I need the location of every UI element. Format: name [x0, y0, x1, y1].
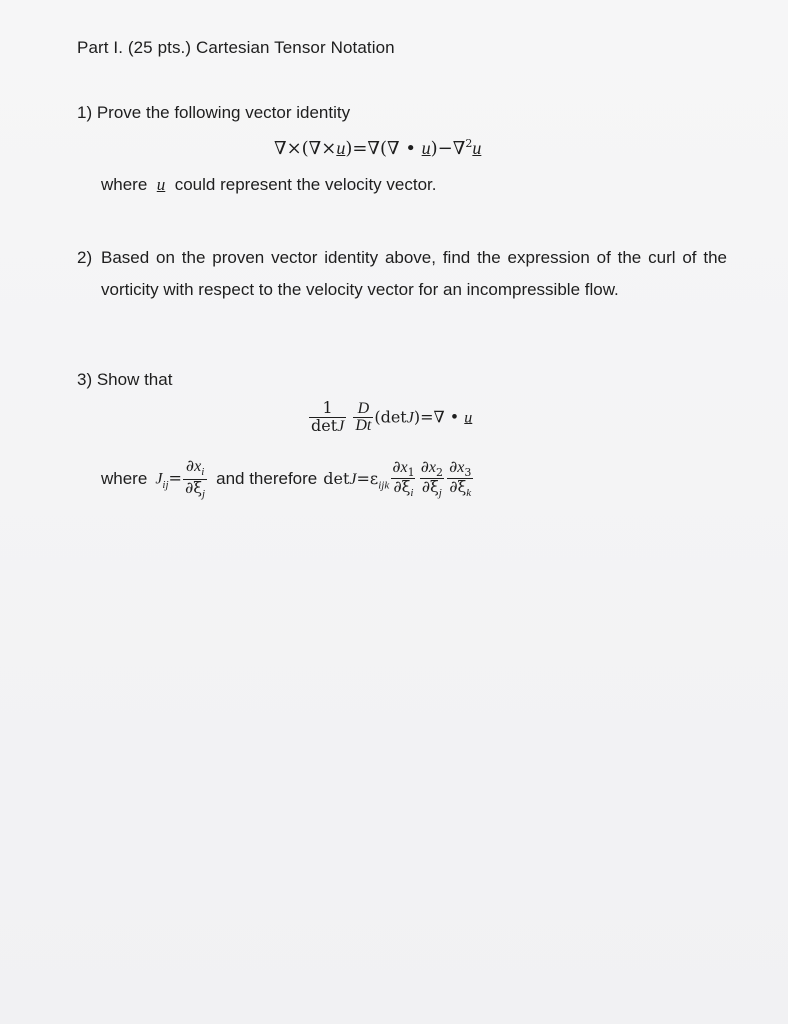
question-2	[77, 242, 727, 306]
vector-identity-equation: ∇×(∇×u)=∇(∇ • u)−∇$^2$u	[274, 137, 482, 159]
determinant-definition: $\det J=\varepsilon_{ijk}$ $\frac{\partial x_1}{\partial\xi_i}$ $\frac{\partial x_2}{\partial\xi_j}$ $\frac{\partial x_3}{\partial\xi_k}$	[323, 456, 472, 500]
jacobian-definition-line	[101, 458, 474, 500]
where-label: where	[101, 175, 148, 194]
jacobian-equation: $\frac{1}{\det J}$ $\frac{D}{Dt}$ (detJ)=∇ • u	[311, 398, 473, 435]
jacobian-definition: $J_{ij}=$ $\frac{\partial x_i}{\partial\xi_j}$	[155, 456, 206, 500]
question-2-text: Based on the proven vector identity above, find the expression of the curl of the vorticity with respect to the velocity vector for an incompressible flow.	[101, 248, 727, 299]
question-3-prompt: 3) Show that	[77, 370, 173, 389]
question-1-prompt: 1) Prove the following vector identity	[77, 103, 351, 122]
question-1-where-line	[101, 175, 436, 195]
part-title: Part I. (25 pts.) Cartesian Tensor Notation	[77, 38, 395, 57]
velocity-symbol: u	[156, 175, 166, 194]
question-2-number: 2)	[77, 248, 93, 267]
where-label-2: where	[101, 469, 148, 489]
where-description: could represent the velocity vector.	[174, 175, 437, 194]
and-therefore-label: and therefore	[216, 469, 318, 489]
